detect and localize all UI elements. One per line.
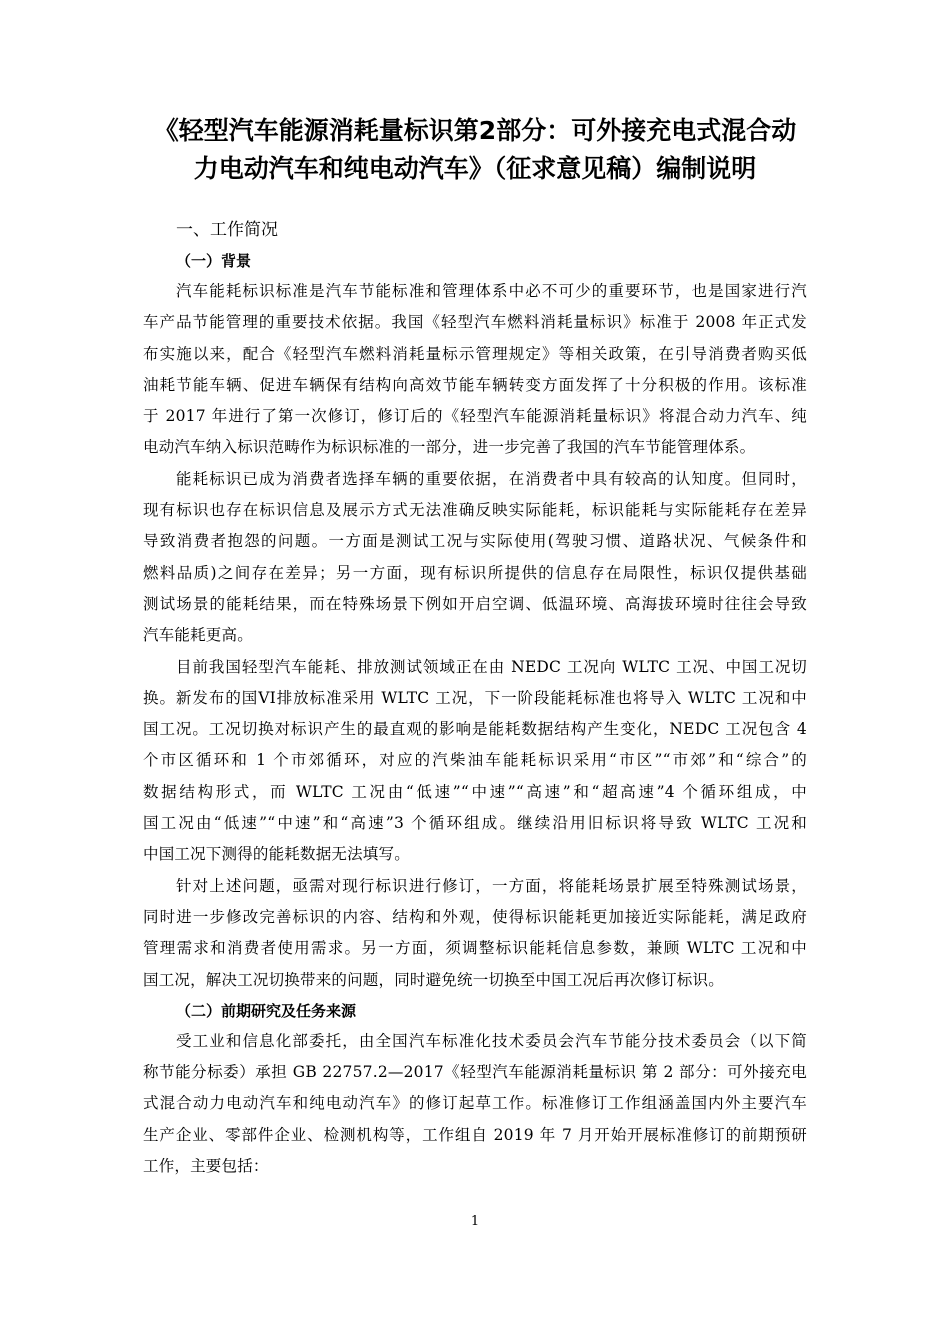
text-line: 燃料品质)之间存在差异；另一方面，现有标识所提供的信息存在局限性，标识仅提供基础 <box>143 563 807 582</box>
text-line: 同时进一步修改完善标识的内容、结构和外观，使得标识能耗更加接近实际能耗，满足政府 <box>143 907 807 926</box>
text-line: 数据结构形式，而 WLTC 工况由“低速”“中速”“高速”和“超高速”4 个循环组成，中 <box>143 782 807 801</box>
title-line-1: 《轻型汽车能源消耗量标识第2部分：可外接充电式混合动 <box>153 116 797 145</box>
paragraph-background-3 <box>143 652 807 871</box>
text-line: 现有标识也存在标识信息及展示方式无法准确反映实际能耗，标识能耗与实际能耗存在差异 <box>143 501 807 520</box>
text-line: 测试场景的能耗结果，而在特殊场景下例如开启空调、低温环境、高海拔环境时往往会导致 <box>143 594 807 613</box>
text-line: 汽车能耗标识标准是汽车节能标准和管理体系中必不可少的重要环节，也是国家进行汽 <box>176 282 807 300</box>
text-line: 个市区循环和 1 个市郊循环，对应的汽柴油车能耗标识采用“市区”“市郊”和“综合”的 <box>143 751 807 770</box>
paragraph-background-2 <box>143 464 807 652</box>
text-line: 汽车能耗更高。 <box>143 626 253 645</box>
paragraph-background-4 <box>143 871 807 996</box>
text-line: 于 2017 年进行了第一次修订，修订后的《轻型汽车能源消耗量标识》将混合动力汽车、纯 <box>143 407 807 426</box>
subsection-heading-preliminary-research: （二）前期研究及任务来源 <box>176 1001 357 1020</box>
text-line: 目前我国轻型汽车能耗、排放测试领域正在由 NEDC 工况向 WLTC 工况、中国工况切 <box>176 657 807 676</box>
text-line: 针对上述问题，亟需对现行标识进行修订，一方面，将能耗场景扩展至特殊测试场景， <box>176 876 807 895</box>
text-line: 中国工况下测得的能耗数据无法填写。 <box>143 845 410 864</box>
text-line: 国工况由“低速”“中速”和“高速”3 个循环组成。继续沿用旧标识将导致 WLTC 工况和 <box>143 814 807 833</box>
text-line: 国工况，解决工况切换带来的问题，同时避免统一切换至中国工况后再次修订标识。 <box>143 970 724 989</box>
text-line: 工作，主要包括： <box>143 1157 269 1176</box>
paragraph-task-source <box>143 1026 807 1182</box>
subsection-heading-background: （一）背景 <box>176 252 252 270</box>
text-line: 换。新发布的国VI排放标准采用 WLTC 工况，下一阶段能耗标准也将导入 WLTC 工况和中 <box>143 688 807 707</box>
text-line: 油耗节能车辆、促进车辆保有结构向高效节能车辆转变方面发挥了十分积极的作用。该标准 <box>143 375 807 394</box>
paragraph-background-1 <box>143 276 807 464</box>
text-line: 称节能分标委）承担 GB 22757.2—2017《轻型汽车能源消耗量标识 第 2 部分：可外接充电 <box>143 1063 807 1082</box>
document-title <box>130 112 820 188</box>
title-line-2: 力电动汽车和纯电动汽车》（征求意见稿）编制说明 <box>193 154 757 183</box>
text-line: 电动汽车纳入标识范畴作为标识标准的一部分，进一步完善了我国的汽车节能管理体系。 <box>143 438 756 457</box>
document-body <box>143 214 807 1182</box>
text-line: 受工业和信息化部委托，由全国汽车标准化技术委员会汽车节能分技术委员会（以下简 <box>176 1031 807 1050</box>
text-line: 式混合动力电动汽车和纯电动汽车》的修订起草工作。标准修订工作组涵盖国内外主要汽车 <box>143 1094 807 1113</box>
page-number: 1 <box>470 1214 480 1229</box>
text-line: 管理需求和消费者使用需求。另一方面，须调整标识能耗信息参数，兼顾 WLTC 工况和中 <box>143 939 807 958</box>
text-line: 布实施以来，配合《轻型汽车燃料消耗量标示管理规定》等相关政策，在引导消费者购买低 <box>143 344 807 363</box>
text-line: 国工况。工况切换对标识产生的最直观的影响是能耗数据结构产生变化，NEDC 工况包含 4 <box>143 720 807 739</box>
section-heading-work-overview: 一、工作简况 <box>176 220 278 240</box>
text-line: 能耗标识已成为消费者选择车辆的重要依据，在消费者中具有较高的认知度。但同时， <box>176 469 807 488</box>
text-line: 导致消费者抱怨的问题。一方面是测试工况与实际使用(驾驶习惯、道路状况、气候条件和 <box>143 532 807 551</box>
text-line: 车产品节能管理的重要技术依据。我国《轻型汽车燃料消耗量标识》标准于 2008 年正式发 <box>143 313 807 332</box>
text-line: 生产企业、零部件企业、检测机构等，工作组自 2019 年 7 月开始开展标准修订的前期预研 <box>143 1125 807 1144</box>
